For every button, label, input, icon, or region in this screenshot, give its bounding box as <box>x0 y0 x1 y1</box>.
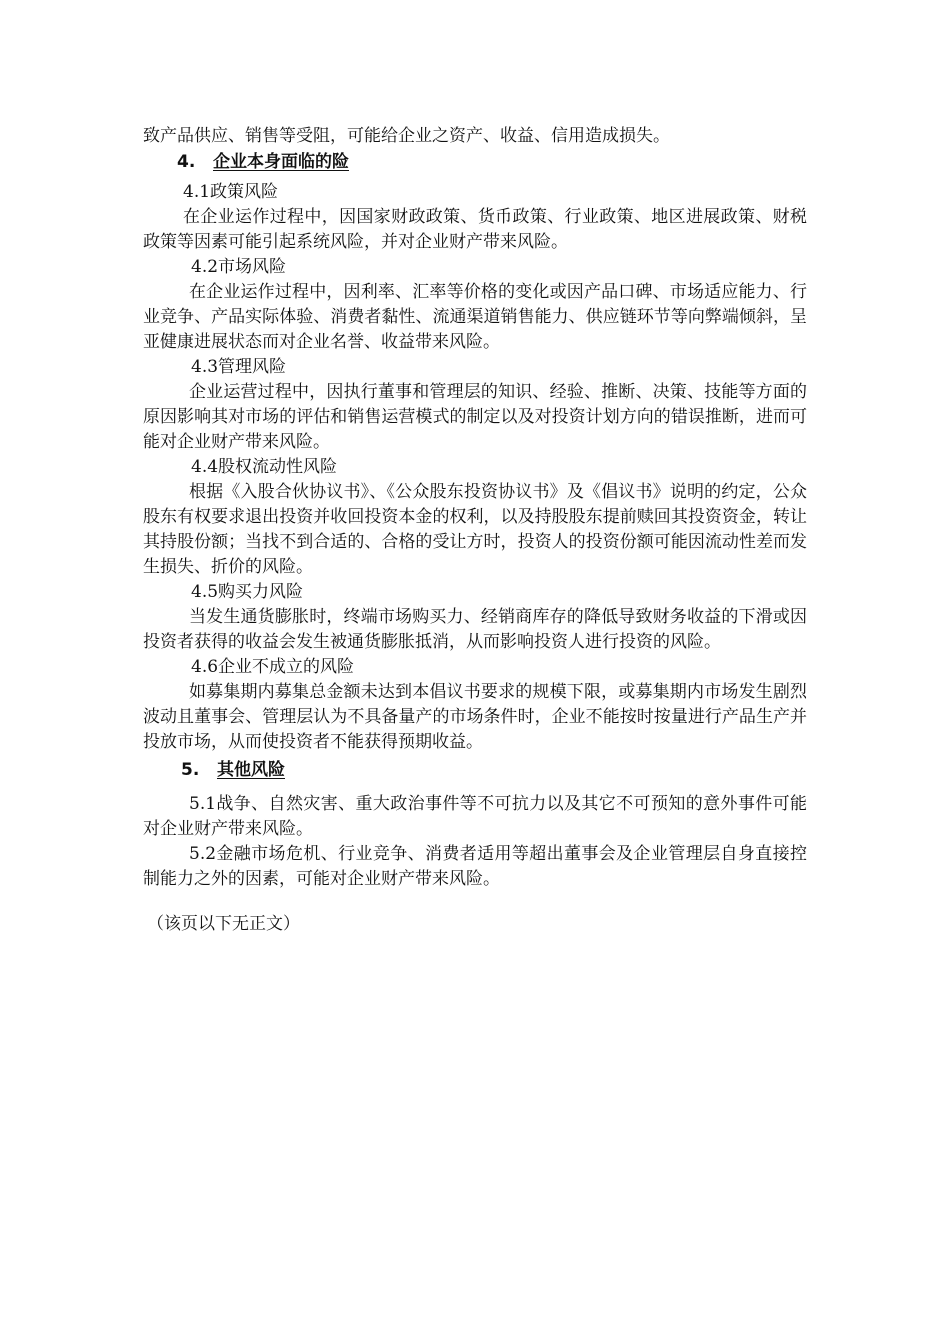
section-5-heading <box>181 757 807 784</box>
subsection-4-4-title: 4.4股权流动性风险 <box>191 457 338 477</box>
subsection-4-6-title: 4.6企业不成立的风险 <box>191 657 355 677</box>
subsection-4-3-body: 企业运营过程中，因执行董事和管理层的知识、经验、推断、决策、技能等方面的原因影响其对市场的评估和销售运营模式的制定以及对投资计划方向的错误推断，进而可能对企业财产带来风险。 <box>143 382 807 452</box>
section-4-heading <box>177 149 807 176</box>
subsection-4-3-title: 4.3管理风险 <box>191 357 287 377</box>
end-note: （该页以下无正文） <box>147 914 300 934</box>
subsection-4-2-title: 4.2市场风险 <box>191 257 287 277</box>
section-5-number: 5. <box>181 760 200 780</box>
subsection-4-6-body: 如募集期内募集总金额未达到本倡议书要求的规模下限，或募集期内市场发生剧烈波动且董事会、管理层认为不具备量产的市场条件时，企业不能按时按量进行产品生产并投放市场，从而使投资者不能获得预期收益。 <box>143 682 807 752</box>
subsection-5-2: 5.2金融市场危机、行业竞争、消费者适用等超出董事会及企业管理层自身直接控制能力之外的因素，可能对企业财产带来风险。 <box>143 844 807 889</box>
subsection-4-1-body: 在企业运作过程中，因国家财政政策、货币政策、行业政策、地区进展政策、财税政策等因素可能引起系统风险，并对企业财产带来风险。 <box>143 207 807 252</box>
subsection-4-5-body: 当发生通货膨胀时，终端市场购买力、经销商库存的降低导致财务收益的下滑或因投资者获得的收益会发生被通货膨胀抵消，从而影响投资人进行投资的风险。 <box>143 607 807 652</box>
document-body <box>143 124 807 937</box>
section-4-title: 企业本身面临的险 <box>213 152 349 172</box>
subsection-4-2-body: 在企业运作过程中，因利率、汇率等价格的变化或因产品口碑、市场适应能力、行业竞争、产品实际体验、消费者黏性、流通渠道销售能力、供应链环节等向弊端倾斜，呈亚健康进展状态而对企业名誉、收益带来风险。 <box>143 282 807 352</box>
subsection-4-4-body: 根据《入股合伙协议书》、《公众股东投资协议书》及《倡议书》说明的约定，公众股东有权要求退出投资并收回投资本金的权利，以及持股股东提前赎回其投资资金，转让其持股份额；当找不到合适的、合格的受让方时，投资人的投资份额可能因流动性差而发生损失、折价的风险。 <box>143 482 807 577</box>
intro-line: 致产品供应、销售等受阻，可能给企业之资产、收益、信用造成损失。 <box>143 126 670 146</box>
subsection-4-5-title: 4.5购买力风险 <box>191 582 304 602</box>
section-4-number: 4. <box>177 152 196 172</box>
subsection-4-1-title: 4.1政策风险 <box>183 182 279 202</box>
section-5-title: 其他风险 <box>217 760 285 780</box>
subsection-5-1: 5.1战争、自然灾害、重大政治事件等不可抗力以及其它不可预知的意外事件可能对企业财产带来风险。 <box>143 794 807 839</box>
